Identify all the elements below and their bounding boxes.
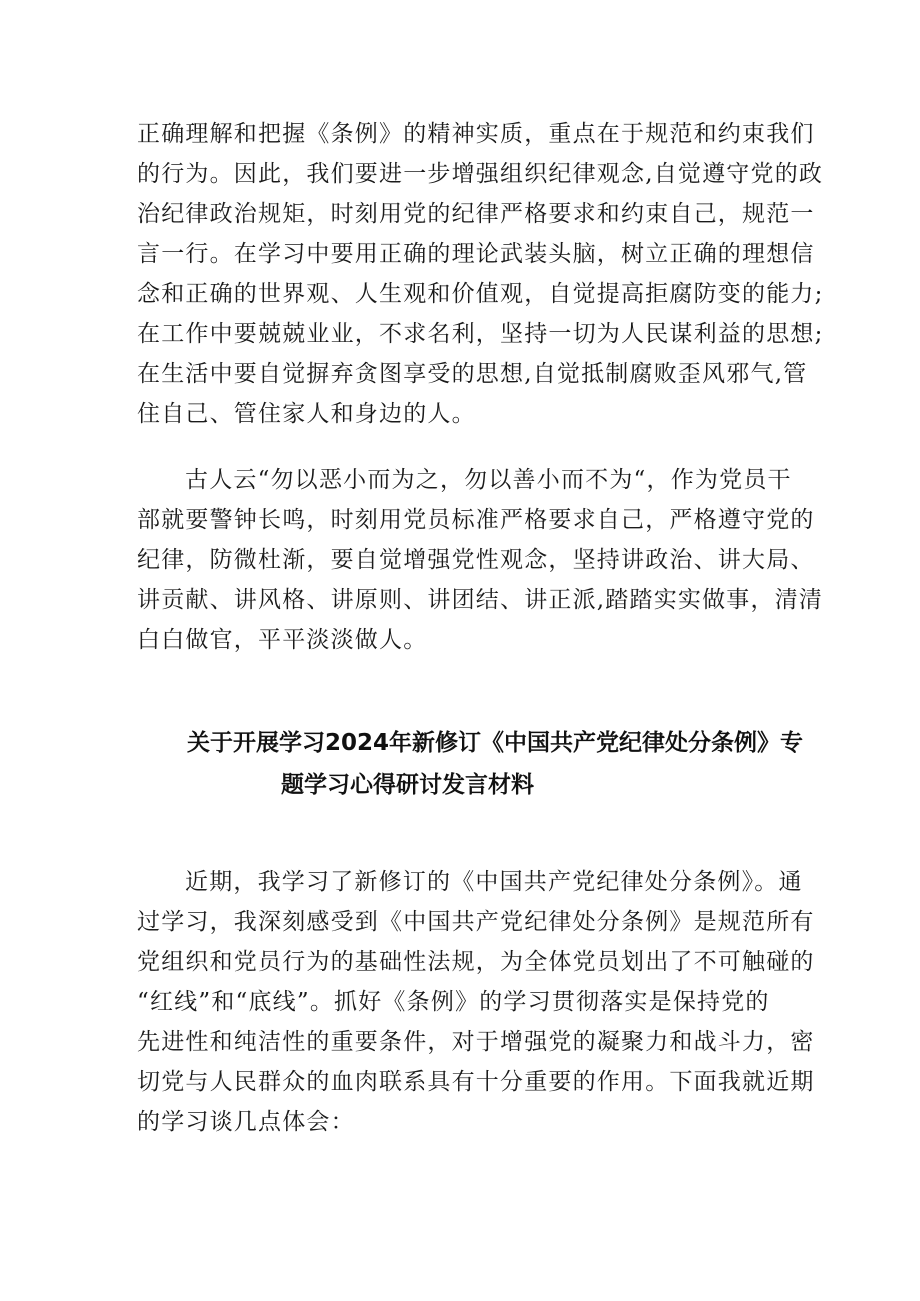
text-line: 在生活中要自觉摒弃贪图享受的思想,自觉抵制腐败歪风邪气,管 [137,361,808,387]
body-paragraph-3 [137,862,815,1142]
text-line: 治纪律政治规矩，时刻用党的纪律严格要求和约束自己，规范一 [137,201,815,227]
text-line: 在工作中要兢兢业业，不求名利，坚持一切为人民谋利益的思想; [137,321,824,347]
text-line: 住自己、管住家人和身边的人。 [137,401,476,427]
text-line: 的学习谈几点体会： [137,1109,355,1135]
text-line: 古人云“勿以恶小而为之，勿以善小而不为“，作为党员干 [185,467,792,493]
text-line: 过学习，我深刻感受到《中国共产党纪律处分条例》是规范所有 [137,909,815,935]
text-line: 切党与人民群众的血肉联系具有十分重要的作用。下面我就近期 [137,1069,815,1095]
text-line: 讲贡献、讲风格、讲原则、讲团结、讲正派,踏踏实实做事，清清 [137,587,824,613]
text-line: 近期，我学习了新修订的《中国共产党纪律处分条例》。通 [185,869,803,895]
text-line: 党组织和党员行为的基础性法规，为全体党员划出了不可触碰的 [137,949,815,975]
section-title [100,722,820,806]
text-line: 的行为。因此，我们要进一步增强组织纪律观念,自觉遵守党的政 [137,161,824,187]
text-line: 白白做官，平平淡淡做人。 [137,627,428,653]
text-line: 纪律，防微杜渐，要自觉增强党性观念，坚持讲政治、讲大局、 [137,547,815,573]
section-title-line-1: 关于开展学习2024年新修订《中国共产党纪律处分条例》专 [187,730,804,756]
text-line: 先进性和纯洁性的重要条件，对于增强党的凝聚力和战斗力，密 [137,1029,815,1055]
text-line: 正确理解和把握《条例》的精神实质，重点在于规范和约束我们 [137,121,815,147]
text-line: 部就要警钟长鸣，时刻用党员标准严格要求自己，严格遵守党的 [137,507,815,533]
body-paragraph-2 [137,460,824,660]
body-paragraph-1 [137,114,824,434]
text-line: 言一行。在学习中要用正确的理论武装头脑，树立正确的理想信 [137,241,815,267]
section-title-line-2: 题学习心得研讨发言材料 [281,772,534,798]
text-line: 念和正确的世界观、人生观和价值观，自觉提高拒腐防变的能力; [137,281,824,307]
text-line: “红线”和“底线”。抓好《条例》的学习贯彻落实是保持党的 [137,989,770,1015]
